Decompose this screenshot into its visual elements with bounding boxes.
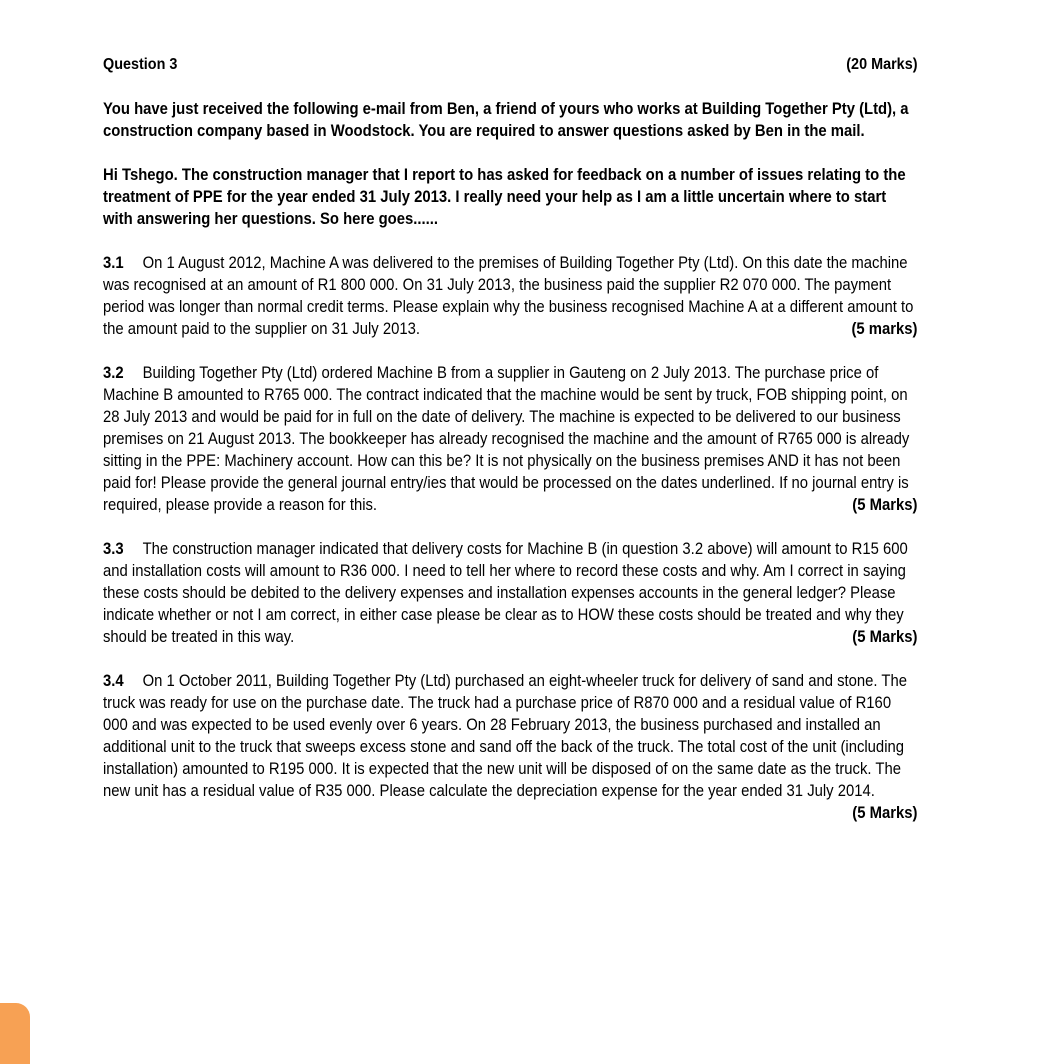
question-title: Question 3 [103, 56, 178, 73]
question-header [103, 54, 918, 76]
question-marks: (5 Marks) [852, 804, 918, 822]
question-marks: (5 Marks) [852, 628, 918, 646]
corner-tab-decoration [0, 1003, 30, 1064]
question-text: On 1 August 2012, Machine A was delivered to the premises of Building Together Pty (Ltd). On this date the machine was recognised at an amount of R1 800 000. On 31 July 2013, the business paid the supplier R2 070 000. The payment period was longer than normal credit terms. Please explain why the business recognised Machine A at a different amount to the amount paid to the supplier on 31 July 2013. [103, 254, 914, 338]
question-marks: (5 Marks) [852, 496, 918, 514]
question-number: 3.3 [103, 540, 124, 558]
question-marks: (5 marks) [851, 320, 918, 338]
question-3-1 [103, 252, 918, 340]
email-intro-paragraph: Hi Tshego. The construction manager that I report to has asked for feedback on a number of issues relating to the treatment of PPE for the year ended 31 July 2013. I really need your help as I am a little uncertain where to start with answering her questions. So here goes...... [103, 166, 906, 228]
total-marks: (20 Marks) [846, 56, 918, 73]
question-number: 3.2 [103, 364, 124, 382]
question-number: 3.1 [103, 254, 124, 272]
question-number: 3.4 [103, 672, 124, 690]
question-3-3 [103, 538, 918, 648]
question-text: On 1 October 2011, Building Together Pty (Ltd) purchased an eight-wheeler truck for delivery of sand and stone. The truck was ready for use on the purchase date. The truck had a purchase price of R870 000 and a residual value of R160 000 and was expected to be used evenly over 6 years. On 28 February 2013, the business purchased and installed an additional unit to the truck that sweeps excess stone and sand off the back of the truck. The total cost of the unit (including installation) amounted to R195 000. It is expected that the new unit will be disposed of on the same date as the truck. The new unit has a residual value of R35 000. Please calculate the depreciation expense for the year ended 31 July 2014. [103, 672, 908, 800]
intro-paragraph: You have just received the following e-mail from Ben, a friend of yours who works at Building Together Pty (Ltd), a construction company based in Woodstock. You are required to answer questions asked by Ben in the mail. [103, 100, 909, 140]
question-text: The construction manager indicated that delivery costs for Machine B (in question 3.2 above) will amount to R15 600 and installation costs will amount to R36 000. I need to tell her where to record these costs and why. Am I correct in saying these costs should be debited to the delivery expenses and installation expenses accounts in the general ledger? Please indicate whether or not I am correct, in either case please be clear as to HOW these costs should be treated and why they should be treated in this way. [103, 540, 908, 646]
question-3-4 [103, 670, 918, 822]
question-text: Building Together Pty (Ltd) ordered Machine B from a supplier in Gauteng on 2 July 2013. The purchase price of Machine B amounted to R765 000. The contract indicated that the machine would be sent by truck, FOB shipping point, on 28 July 2013 and would be paid for in full on the date of delivery. The machine is expected to be delivered to our business premises on 21 August 2013. The bookkeeper has already recognised the machine and the amount of R765 000 is already sitting in the PPE: Machinery account. How can this be? It is not physically on the business premises AND it has not been paid for! Please provide the general journal entry/ies that would be processed on the dates underlined. If no journal entry is required, please provide a reason for this. [103, 364, 910, 514]
question-3-2 [103, 362, 918, 516]
document-page [103, 54, 918, 824]
